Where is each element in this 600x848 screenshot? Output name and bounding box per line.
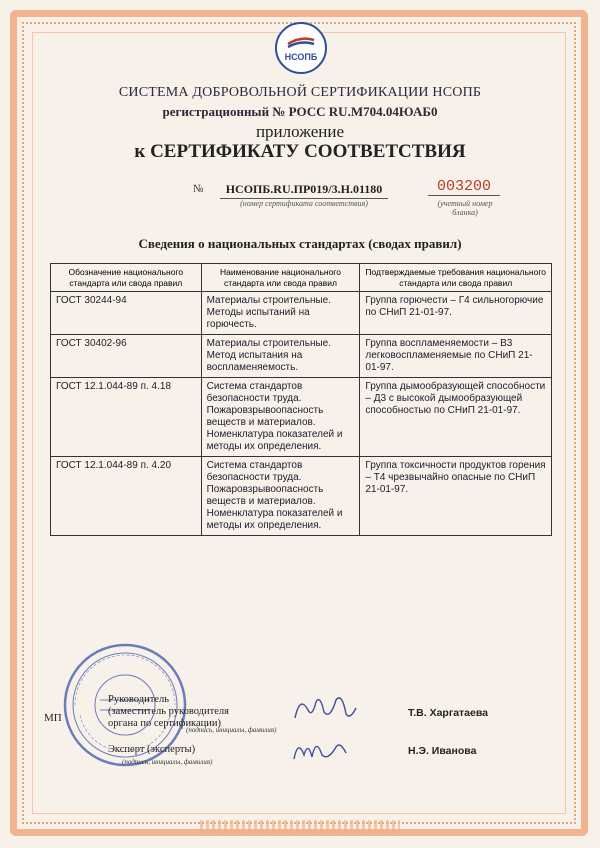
appendix-label: приложение	[255, 122, 345, 141]
head-signature-caption: (подпись, инициалы, фамилия)	[186, 726, 277, 734]
expert-signature-caption: (подпись, инициалы, фамилия)	[122, 758, 213, 766]
header-designation: Обозначение национального стандарта или свода правил	[51, 264, 202, 292]
header-requirements: Подтверждаемые требования национального стандарта или свода правил	[360, 264, 552, 292]
cell-requirement: Группа токсичности продуктов горения – Т4 чрезвычайно опасные по СНиП 21-01-97.	[360, 457, 552, 536]
head-name: Т.В. Харгатаева	[408, 707, 489, 719]
cell-name: Материалы строительные. Методы испытаний на горючесть.	[201, 292, 360, 335]
expert-name: Н.Э. Иванова	[408, 745, 477, 757]
cell-designation: ГОСТ 12.1.044-89 п. 4.18	[51, 378, 202, 457]
cell-designation: ГОСТ 30402-96	[51, 335, 202, 378]
certificate-number: НСОПБ.RU.ПР019/3.Н.01180	[220, 182, 388, 199]
section-title: Сведения о национальных стандартах (сводах правил)	[138, 236, 462, 251]
guilloche-ornament	[200, 820, 400, 834]
head-role-line1: Руководитель	[108, 694, 169, 705]
head-role-line2: (заместитель руководителя	[108, 706, 229, 717]
nsopb-logo	[275, 22, 327, 74]
blank-number: 003200	[428, 178, 500, 196]
expert-role: Эксперт (эксперты)	[108, 744, 196, 755]
system-title: СИСТЕМА ДОБРОВОЛЬНОЙ СЕРТИФИКАЦИИ НСОПБ	[118, 85, 482, 100]
head-signature	[290, 690, 360, 726]
number-sign: №	[193, 183, 204, 195]
standards-table	[50, 263, 552, 536]
cell-designation: ГОСТ 30244-94	[51, 292, 202, 335]
cell-requirement: Группа горючести – Г4 сильногорючие по СНиП 21-01-97.	[360, 292, 552, 335]
cell-name: Материалы строительные. Метод испытания на воспламеняемость.	[201, 335, 360, 378]
cell-name: Система стандартов безопасности труда. Пожаровзрывоопасность веществ и материалов. Номенклатура показателей и методы их определения.	[201, 378, 360, 457]
blank-number-caption: (учетный номер бланка)	[437, 199, 493, 217]
cell-requirement: Группа воспламеняемости – В3 легковоспламеняемые по СНиП 21-01-97.	[360, 335, 552, 378]
certificate-title: к СЕРТИФИКАТУ СООТВЕТСТВИЯ	[134, 141, 466, 162]
table-row	[51, 292, 552, 335]
cell-name: Система стандартов безопасности труда. Пожаровзрывоопасность веществ и материалов. Номенклатура показателей и методы их определения.	[201, 457, 360, 536]
head-role	[108, 694, 229, 730]
cell-designation: ГОСТ 12.1.044-89 п. 4.20	[51, 457, 202, 536]
cell-requirement: Группа дымообразующей способности – Д3 с высокой дымообразующей способностью по СНиП 21-01-97.	[360, 378, 552, 457]
table-row	[51, 457, 552, 536]
expert-signature	[290, 733, 350, 765]
certificate-number-caption: (номер сертификата соответствия)	[240, 199, 368, 208]
header-name: Наименование национального стандарта или свода правил	[201, 264, 360, 292]
registration-number: регистрационный № РОСС RU.М704.04ЮАБ0	[162, 104, 438, 119]
seal-place-label: МП	[44, 712, 62, 724]
flag-swoosh-icon	[286, 34, 316, 48]
table-row	[51, 335, 552, 378]
table-row	[51, 378, 552, 457]
head-role-line3: органа по сертификации)	[108, 718, 222, 729]
table-header-row	[51, 264, 552, 292]
logo-text: НСОПБ	[284, 52, 318, 62]
